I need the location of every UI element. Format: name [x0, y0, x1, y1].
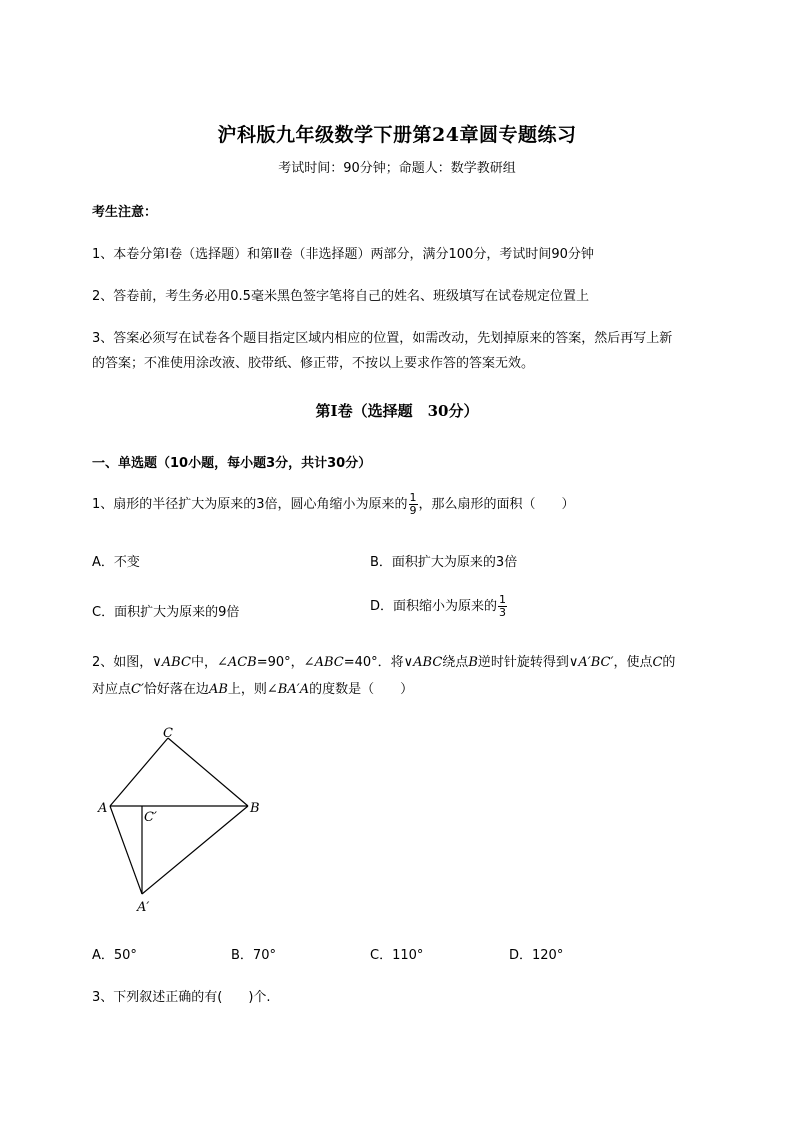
q2-geometry-figure: [90, 718, 280, 918]
label-a-prime: A′: [137, 900, 150, 915]
question-2-line-2: 对应点C′恰好落在边AB上，则∠BA′A的度数是（ ）: [92, 682, 414, 697]
notice-item-1: 1、本卷分第I卷（选择题）和第Ⅱ卷（非选择题）两部分，满分100分，考试时间90分钟: [92, 247, 594, 262]
q2-option-c: C．110°: [370, 948, 424, 963]
q1-option-d-text: D．面积缩小为原来的: [370, 599, 498, 614]
notice-heading: 考生注意：: [92, 205, 158, 220]
label-b: B: [250, 801, 260, 816]
q1-option-a: A．不变: [92, 555, 140, 570]
question-1-stem: [92, 492, 575, 517]
q1-option-d-fraction: $\frac{1}{3}$: [499, 593, 507, 619]
q1-stem-a: 1、扇形的半径扩大为原来的3倍，圆心角缩小为原来的: [92, 497, 408, 512]
notice-item-3-cont: 的答案；不准使用涂改液、胶带纸、修正带，不按以上要求作答的答案无效。: [92, 356, 535, 371]
label-c-prime: C′: [144, 810, 157, 825]
part-heading: 一、单选题（10小题，每小题3分，共计30分）: [92, 456, 372, 471]
q1-fraction: $\frac{1}{9}$: [409, 491, 417, 517]
segment-aa1: [110, 806, 142, 894]
question-2-line-1: 2、如图，∨ABC中，∠ACB=90°，∠ABC=40°．将∨ABC绕点B逆时针旋转得到∨A′BC′，使点C的: [92, 655, 676, 670]
notice-item-3: 3、答案必须写在试卷各个题目指定区域内相应的位置，如需改动，先划掉原来的答案，然后再写上新: [92, 331, 673, 346]
q2-option-a: A．50°: [92, 948, 137, 963]
q1-stem-b: ，那么扇形的面积（ ）: [418, 497, 575, 512]
segment-cb: [168, 738, 248, 806]
q2-option-b: B．70°: [231, 948, 276, 963]
segment-a1b: [142, 806, 248, 894]
q2-option-d: D．120°: [509, 948, 564, 963]
page-title: 沪科版九年级数学下册第24章圆专题练习: [217, 124, 577, 146]
section-title: 第I卷（选择题 30分）: [315, 402, 479, 420]
q1-option-b: B．面积扩大为原来的3倍: [370, 555, 518, 570]
label-c: C: [163, 726, 173, 741]
q1-option-d: [370, 594, 508, 619]
question-3-stem: 3、下列叙述正确的有( )个.: [92, 990, 271, 1005]
segment-ac: [110, 738, 168, 806]
exam-info: 考试时间：90分钟；命题人：数学教研组: [278, 161, 516, 176]
label-a: A: [98, 801, 108, 816]
notice-item-2: 2、答卷前，考生务必用0.5毫米黑色签字笔将自己的姓名、班级填写在试卷规定位置上: [92, 289, 589, 304]
q1-option-c: C．面积扩大为原来的9倍: [92, 605, 240, 620]
